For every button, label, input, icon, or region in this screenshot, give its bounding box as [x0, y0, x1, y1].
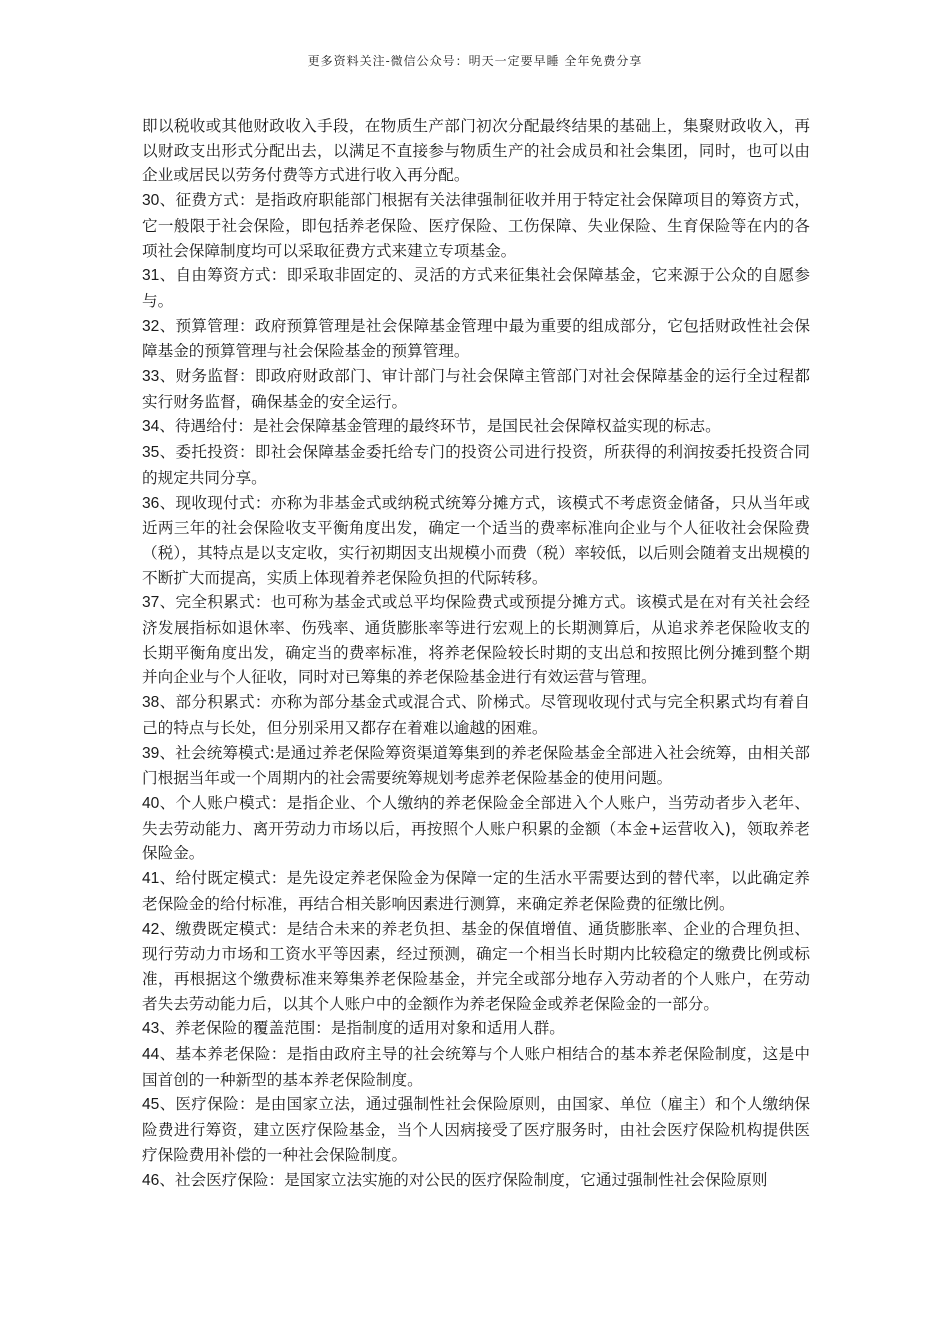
page-header: 更多资料关注-微信公众号：明天一定要早睡 全年免费分享 — [307, 54, 643, 68]
paragraph — [142, 917, 810, 1017]
paragraph-number: 44、 — [142, 1046, 176, 1064]
paragraph-number: 41、 — [142, 870, 176, 888]
paragraph — [142, 1168, 810, 1194]
paragraph-number: 33、 — [142, 368, 176, 386]
paragraph — [142, 741, 810, 791]
paragraph-text: 医疗保险：是由国家立法，通过强制性社会保险原则，由国家、单位（雇主）和个人缴纳保险费进行筹资，建立医疗保险基金，当个人因病接受了医疗服务时，由社会医疗保险机构提供医疗保险费用补偿的一种社会保险制度。 — [142, 1095, 810, 1164]
paragraph-number: 35、 — [142, 444, 176, 462]
paragraph-text: 自由筹资方式：即采取非固定的、灵活的方式来征集社会保障基金，它来源于公众的自愿参与。 — [142, 266, 810, 310]
paragraph-number: 37、 — [142, 594, 176, 612]
paragraph-text: 个人账户模式：是指企业、个人缴纳的养老保险金全部进入个人账户，当劳动者步入老年、失去劳动能力、离开劳动力市场以后，再按照个人账户积累的金额（本金+运营收入)，领取养老保险金。 — [142, 793, 810, 863]
paragraph — [142, 791, 810, 866]
paragraph — [142, 114, 810, 188]
paragraph-text: 基本养老保险：是指由政府主导的社会统筹与个人账户相结合的基本养老保险制度，这是中国首创的一种新型的基本养老保险制度。 — [142, 1045, 810, 1089]
paragraph-text: 完全积累式：也可称为基金式或总平均保险费式或预提分摊方式。该模式是在对有关社会经济发展指标如退休率、伤残率、通货膨胀率等进行宏观上的长期测算后，从追求养老保险收支的长期平衡角度出发，确定当的费率标准，将养老保险较长时期的支出总和按照比例分摊到整个期并向企业与个人征收，同时对已筹集的养老保险基金进行有效运营与管理。 — [142, 593, 810, 687]
paragraph-text: 现收现付式：亦称为非基金式或纳税式统筹分摊方式，该模式不考虑资金储备，只从当年或近两三年的社会保险收支平衡角度出发，确定一个适当的费率标准向企业与个人征收社会保险费（税），其特点是以支定收，实行初期因支出规模小而费（税）率较低，以后则会随着支出规模的不断扩大而提高，实质上体现着养老保险负担的代际转移。 — [142, 493, 810, 587]
paragraph-number: 34、 — [142, 418, 175, 436]
paragraph-number: 38、 — [142, 694, 176, 712]
paragraph-number: 42、 — [142, 920, 176, 938]
paragraph-number: 45、 — [142, 1096, 176, 1114]
paragraph — [142, 866, 810, 916]
paragraph-text: 社会统筹模式:是通过养老保险筹资渠道筹集到的养老保险基金全部进入社会统筹，由相关部门根据当年或一个周期内的社会需要统筹规划考虑养老保险基金的使用问题。 — [142, 743, 810, 788]
paragraph — [142, 590, 810, 690]
paragraph — [142, 314, 810, 364]
paragraph-number: 46、 — [142, 1171, 175, 1189]
paragraph — [142, 1092, 810, 1167]
paragraph-text: 财务监督：即政府财政部门、审计部门与社会保障主管部门对社会保障基金的运行全过程都实行财务监督，确保基金的安全运行。 — [142, 367, 810, 411]
paragraph-text: 委托投资：即社会保障基金委托给专门的投资公司进行投资，所获得的利润按委托投资合同的规定共同分享。 — [142, 443, 810, 487]
paragraph — [142, 1042, 810, 1092]
paragraph — [142, 414, 810, 440]
paragraph-text: 待遇给付：是社会保障基金管理的最终环节，是国民社会保障权益实现的标志。 — [174, 417, 721, 436]
paragraph-number: 31、 — [142, 267, 176, 285]
paragraph — [142, 1016, 810, 1042]
paragraph-number: 36、 — [142, 494, 176, 512]
paragraph — [142, 690, 810, 740]
paragraph — [142, 263, 810, 313]
paragraph-number: 32、 — [142, 317, 176, 335]
paragraph — [142, 491, 810, 591]
paragraph — [142, 364, 810, 414]
paragraph-text: 即以税收或其他财政收入手段，在物质生产部门初次分配最终结果的基础上，集聚财政收入，再以财政支出形式分配出去，以满足不直接参与物质生产的社会成员和社会集团，同时，也可以由企业或居民以劳务付费等方式进行收入再分配。 — [142, 117, 810, 185]
paragraph-text: 给付既定模式：是先设定养老保险金为保障一定的生活水平需要达到的替代率，以此确定养老保险金的给付标准，再结合相关影响因素进行测算，来确定养老保险费的征缴比例。 — [142, 869, 810, 913]
paragraph-text: 征费方式：是指政府职能部门根据有关法律强制征收并用于特定社会保障项目的筹资方式，它一般限于社会保险，即包括养老保险、医疗保险、工伤保障、失业保险、生育保险等在内的各项社会保障制度均可以采取征费方式来建立专项基金。 — [142, 191, 810, 260]
paragraph-text: 部分积累式：亦称为部分基金式或混合式、阶梯式。尽管现收现付式与完全积累式均有着自己的特点与长处，但分别采用又都存在着难以逾越的困难。 — [142, 693, 810, 737]
paragraph-text: 社会医疗保险：是国家立法实施的对公民的医疗保险制度，它通过强制性社会保险原则 — [174, 1170, 768, 1189]
paragraph-text: 缴费既定模式：是结合未来的养老负担、基金的保值增值、通货膨胀率、企业的合理负担、现行劳动力市场和工资水平等因素，经过预测，确定一个相当长时期内比较稳定的缴费比例或标准，再根据这个缴费标准来筹集养老保险基金，并完全或部分地存入劳动者的个人账户，在劳动者失去劳动能力后，以其个人账户中的金额作为养老保险金或养老保险金的一部分。 — [142, 919, 810, 1013]
paragraph-number: 40、 — [142, 794, 176, 812]
document-body — [142, 114, 810, 1193]
paragraph-number: 39、 — [142, 744, 176, 762]
paragraph — [142, 440, 810, 490]
paragraph — [142, 188, 810, 263]
paragraph-text: 养老保险的覆盖范围：是指制度的适用对象和适用人群。 — [174, 1019, 565, 1038]
paragraph-number: 30、 — [142, 192, 176, 210]
paragraph-number: 43、 — [142, 1020, 175, 1038]
paragraph-text: 预算管理：政府预算管理是社会保障基金管理中最为重要的组成部分，它包括财政性社会保障基金的预算管理与社会保险基金的预算管理。 — [142, 316, 810, 361]
